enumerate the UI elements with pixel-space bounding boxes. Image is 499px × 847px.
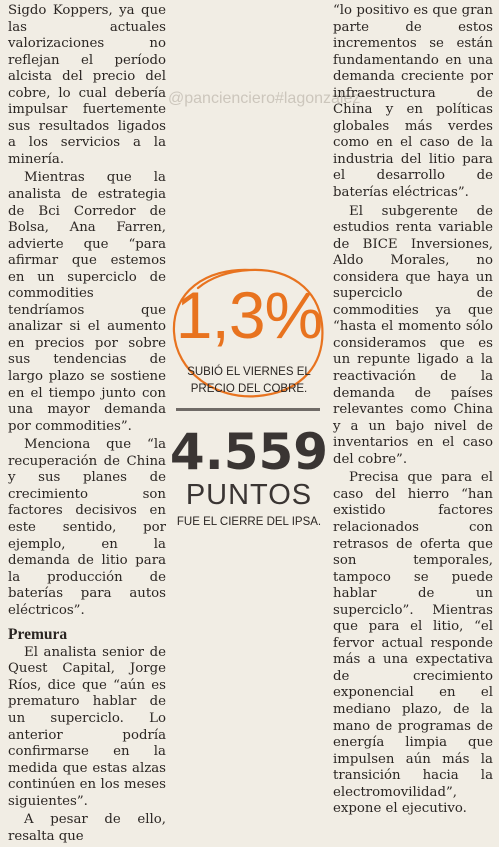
left-article-column bbox=[8, 3, 166, 847]
paragraph: “lo positivo es que gran parte de estos incrementos se están fundamentando en una demanda creciente por infraestructura de China y en políticas globales más verdes como en el caso de la industria del litio para el desarrollo de baterías eléctricas”. bbox=[333, 3, 493, 201]
paragraph: Sigdo Koppers, ya que las actuales valorizaciones no reflejan el período alcista del precio del cobre, lo cual debería impulsar fuertemente sus resultados ligados a los servicios a la minería. bbox=[8, 3, 166, 167]
callout-divider bbox=[176, 408, 320, 411]
section-subheading: Premura bbox=[8, 626, 68, 644]
paragraph: Mientras que la analista de estrategia de Bci Corredor de Bolsa, Ana Farren, advierte que “para afirmar que estemos en un superciclo de commodities tendríamos que analizar si el aumento en precios por sobre sus tendencias de largo plazo se sostiene en el tiempo junto con una mayor demanda por commodities”. bbox=[8, 170, 166, 434]
stats-callout bbox=[166, 248, 332, 558]
ipsa-unit-label: PUNTOS bbox=[185, 479, 313, 511]
copper-change-figure: 1,3% bbox=[175, 278, 323, 352]
ipsa-close-caption: FUE EL CIERRE DEL IPSA. bbox=[176, 516, 322, 528]
right-article-column bbox=[333, 3, 493, 820]
paragraph: Precisa que para el caso del hierro “han existido factores relacionados con retrasos de oferta que son temporales, tampoco se puede hablar de un superciclo”. Mientras que para el litio, “el fervor actual responde más a una expectativa de crecimiento exponencial en el mediano plazo, de la mano de programas de energía limpia que impulsen aún más la transición hacia la electromovilidad”, expone el ejecutivo. bbox=[333, 470, 493, 817]
paragraph: A pesar de ello, resalta que bbox=[8, 812, 166, 844]
paragraph: El analista senior de Quest Capital, Jorge Ríos, dice que “aún es prematuro hablar de un superciclo. Lo anterior podría confirmarse en la medida que estas alzas continúen en los meses siguientes”. bbox=[8, 644, 166, 809]
watermark-text: @pancienciero#lagonzalez bbox=[168, 90, 361, 107]
paragraph: El subgerente de estudios renta variable de BICE Inversiones, Aldo Morales, no considera que haya un superciclo de commodities ya que “hasta el momento sólo consideramos que es un repunte ligado a la reactivación de la demanda de países relevantes como China y a un bajo nivel de inventarios en el caso del cobre”. bbox=[333, 203, 493, 467]
paragraph: Menciona que “la recuperación de China y sus planes de crecimiento son factores decisivos en este sentido, por ejemplo, en la demanda de litio para la producción de baterías para autos eléctricos”. bbox=[8, 437, 166, 618]
copper-change-caption: SUBIÓ EL VIERNES EL PRECIO DEL COBRE. bbox=[187, 366, 311, 395]
ipsa-close-figure: 4.559 bbox=[169, 423, 329, 481]
